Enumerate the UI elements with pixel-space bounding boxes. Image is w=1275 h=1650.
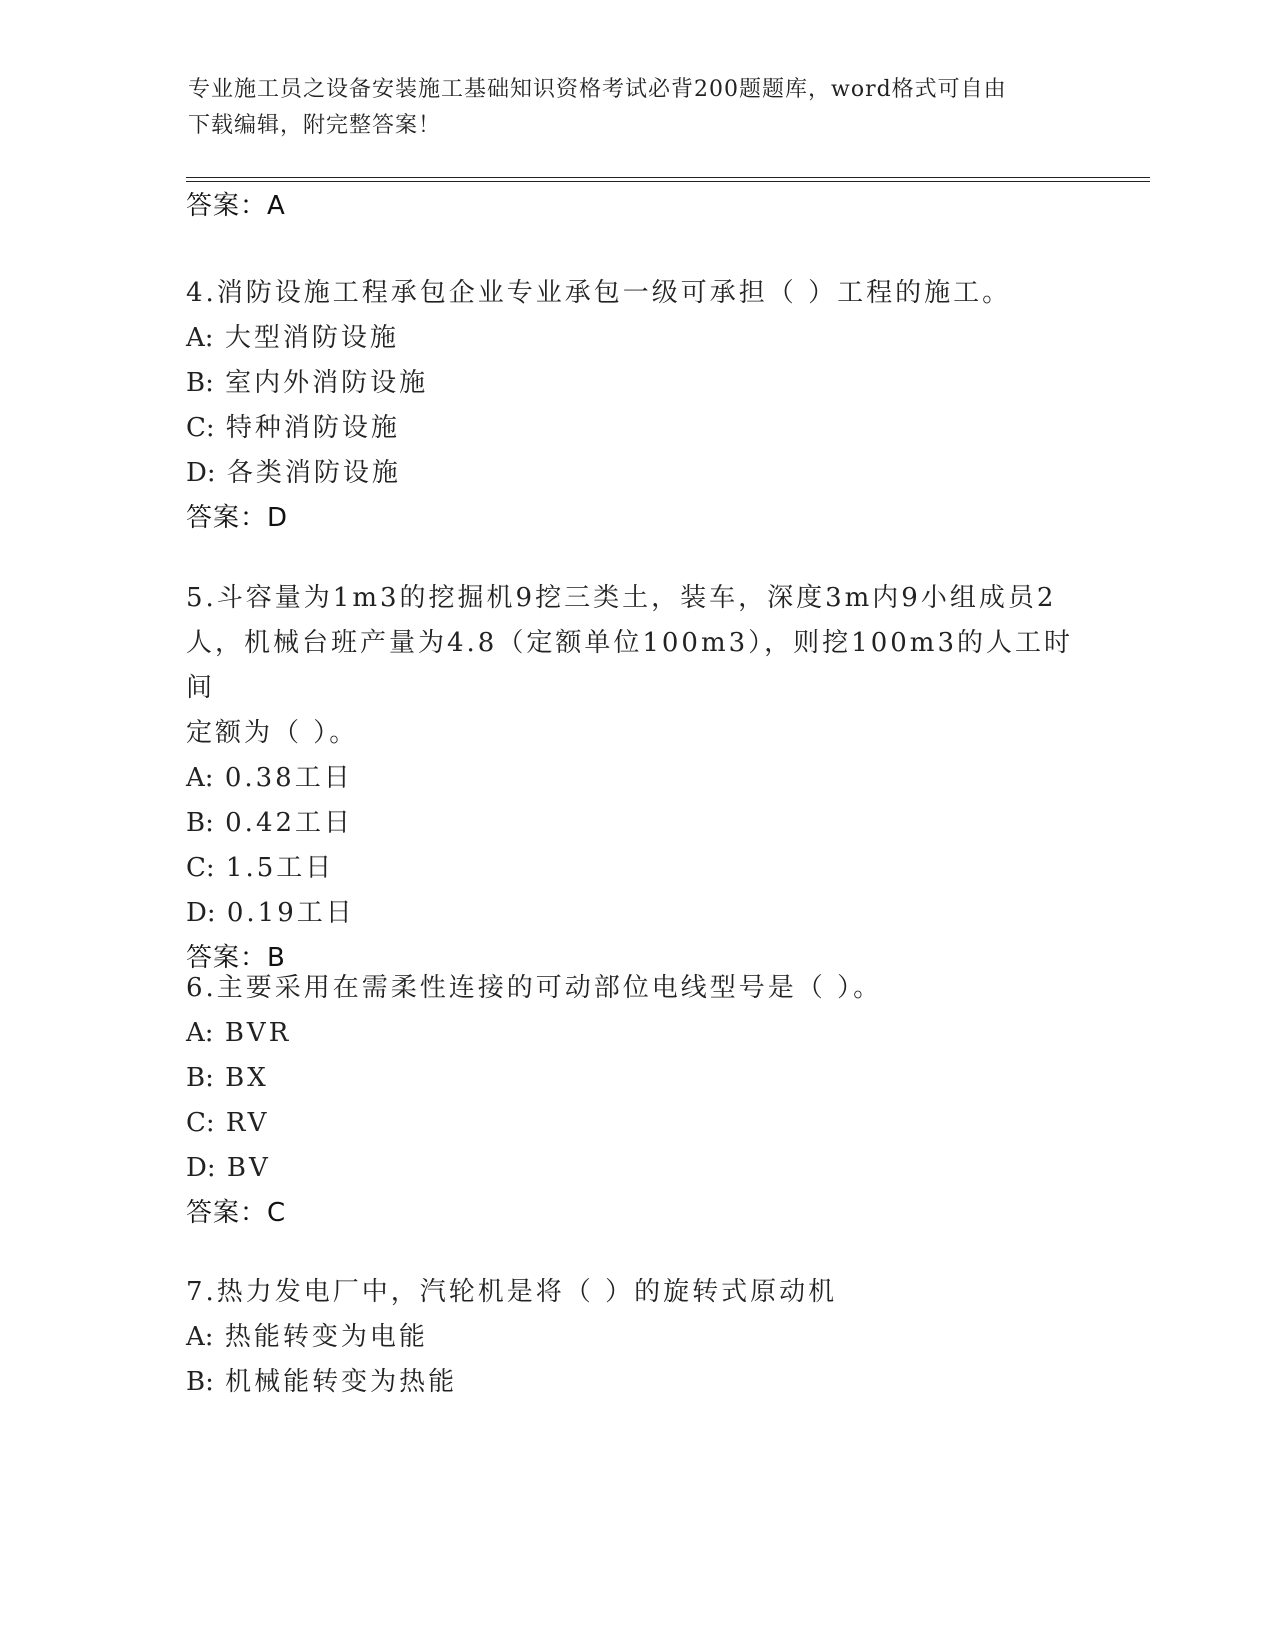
option-letter: C: bbox=[186, 853, 215, 883]
option-b bbox=[186, 801, 1086, 846]
option-letter: D: bbox=[186, 898, 216, 928]
header-line-1: 专业施工员之设备安装施工基础知识资格考试必背200题题库，word格式可自由 bbox=[188, 77, 1007, 102]
option-text: RV bbox=[225, 1108, 270, 1138]
question-5 bbox=[186, 576, 1086, 980]
option-b bbox=[186, 361, 1086, 406]
option-text: BX bbox=[225, 1063, 269, 1093]
question-6 bbox=[186, 966, 1086, 1235]
option-a bbox=[186, 316, 1086, 361]
header-line-2: 下载编辑，附完整答案！ bbox=[188, 113, 442, 138]
option-text: 室内外消防设施 bbox=[225, 368, 429, 398]
question-text: 4.消防设施工程承包企业专业承包一级可承担（ ）工程的施工。 bbox=[186, 278, 1012, 308]
option-c bbox=[186, 406, 1086, 451]
option-a bbox=[186, 1011, 1086, 1056]
option-c bbox=[186, 846, 1086, 891]
answer: 答案：C bbox=[186, 1198, 287, 1228]
option-d bbox=[186, 451, 1086, 496]
option-letter: A: bbox=[186, 1322, 214, 1352]
option-text: 1.5工日 bbox=[225, 853, 335, 883]
question-7 bbox=[186, 1270, 1086, 1405]
option-letter: D: bbox=[186, 1153, 216, 1183]
option-a bbox=[186, 756, 1086, 801]
option-d bbox=[186, 891, 1086, 936]
question-text: 7.热力发电厂中，汽轮机是将（ ）的旋转式原动机 bbox=[186, 1277, 838, 1307]
option-text: 0.38工日 bbox=[224, 763, 353, 793]
option-letter: C: bbox=[186, 1108, 215, 1138]
question-text-line-1: 5.斗容量为1m3的挖掘机9挖三类土，装车，深度3m内9小组成员2 bbox=[186, 583, 1057, 613]
option-letter: A: bbox=[186, 1018, 214, 1048]
option-letter: B: bbox=[186, 808, 214, 838]
answer-previous: 答案：A bbox=[186, 191, 286, 221]
option-letter: A: bbox=[186, 763, 214, 793]
option-b bbox=[186, 1360, 1086, 1405]
option-text: 大型消防设施 bbox=[224, 323, 399, 353]
option-letter: B: bbox=[186, 1367, 214, 1397]
option-text: 0.19工日 bbox=[226, 898, 355, 928]
option-text: 各类消防设施 bbox=[226, 458, 401, 488]
option-letter: A: bbox=[186, 323, 214, 353]
option-letter: C: bbox=[186, 413, 215, 443]
option-text: BV bbox=[226, 1153, 271, 1183]
option-d bbox=[186, 1146, 1086, 1191]
question-text: 6.主要采用在需柔性连接的可动部位电线型号是（ ）。 bbox=[186, 973, 883, 1003]
question-text-line-3: 定额为（ ）。 bbox=[186, 718, 359, 748]
question-4 bbox=[186, 271, 1086, 540]
header-divider-bottom bbox=[186, 181, 1150, 182]
question-text-line-2: 人，机械台班产量为4.8（定额单位100m3），则挖100m3的人工时间 bbox=[186, 628, 1073, 703]
option-c bbox=[186, 1101, 1086, 1146]
document-header bbox=[188, 72, 1068, 144]
option-letter: D: bbox=[186, 458, 216, 488]
option-text: 热能转变为电能 bbox=[224, 1322, 428, 1352]
option-text: BVR bbox=[224, 1018, 292, 1048]
option-letter: B: bbox=[186, 1063, 214, 1093]
option-text: 机械能转变为热能 bbox=[225, 1367, 458, 1397]
answer: 答案：D bbox=[186, 503, 289, 533]
option-text: 0.42工日 bbox=[225, 808, 354, 838]
option-a bbox=[186, 1315, 1086, 1360]
answer: 答案：B bbox=[186, 943, 286, 973]
option-letter: B: bbox=[186, 368, 214, 398]
header-divider-top bbox=[186, 177, 1150, 178]
option-b bbox=[186, 1056, 1086, 1101]
option-text: 特种消防设施 bbox=[225, 413, 400, 443]
